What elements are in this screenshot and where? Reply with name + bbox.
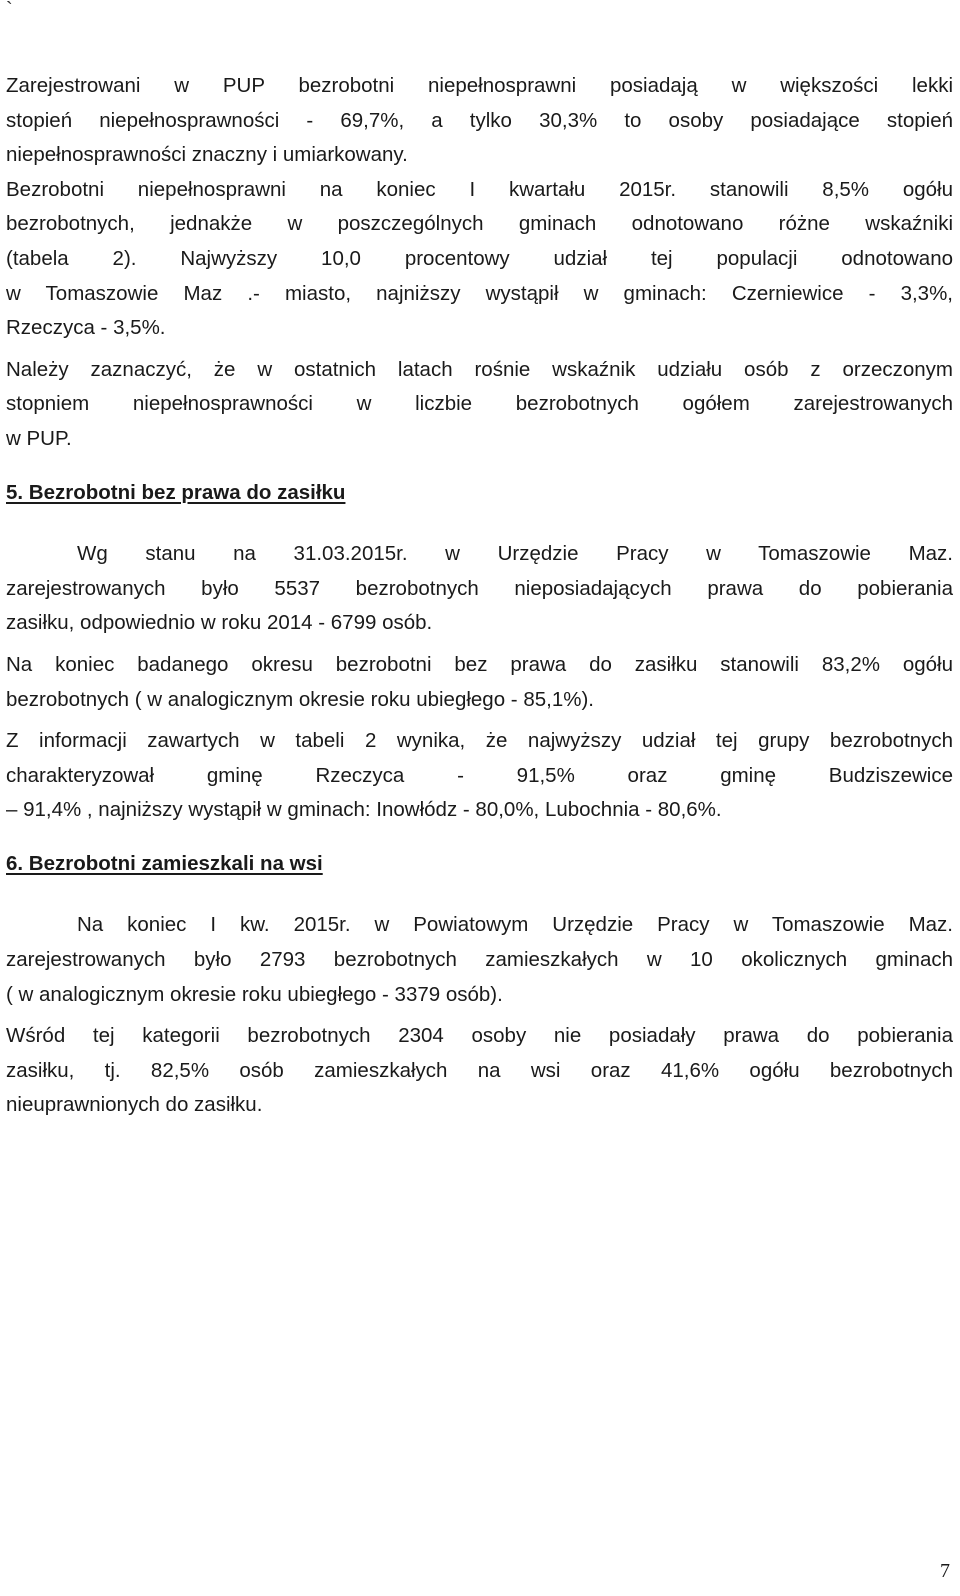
text-line: nieuprawnionych do zasiłku. (6, 1093, 263, 1117)
paragraph-no-benefit-share (6, 648, 953, 717)
text-line: w Tomaszowie Maz .- miasto, najniższy wystąpił w gminach: Czerniewice - 3,3%, (6, 281, 953, 305)
paragraph-no-benefit-count (6, 537, 953, 641)
paragraph-rural-count (6, 908, 953, 1012)
text-line: Rzeczyca - 3,5%. (6, 316, 166, 340)
document-body (6, 69, 953, 1123)
text-line: charakteryzował gminę Rzeczyca - 91,5% oraz gminę Budziszewice (6, 763, 953, 787)
text-line: Na koniec badanego okresu bezrobotni bez prawa do zasiłku stanowili 83,2% ogółu (6, 652, 953, 676)
text-line: stopień niepełnosprawności - 69,7%, a tylko 30,3% to osoby posiadające stopień (6, 108, 953, 132)
text-line: niepełnosprawności znaczny i umiarkowany. (6, 143, 408, 167)
text-line: w PUP. (6, 426, 72, 450)
paragraph-disability-trend (6, 353, 953, 457)
paragraph-disabled-share (6, 173, 953, 346)
text-line: zarejestrowanych było 5537 bezrobotnych nieposiadających prawa do pobierania (6, 576, 953, 600)
page-number: 7 (940, 1560, 950, 1582)
text-line: zasiłku, tj. 82,5% osób zamieszkałych na wsi oraz 41,6% ogółu bezrobotnych (6, 1058, 953, 1082)
text-line: Bezrobotni niepełnosprawni na koniec I kwartału 2015r. stanowili 8,5% ogółu (6, 177, 953, 201)
text-line: ( w analogicznym okresie roku ubiegłego - 3379 osób). (6, 982, 503, 1006)
paragraph-no-benefit-gminas (6, 724, 953, 828)
text-line: stopniem niepełnosprawności w liczbie bezrobotnych ogółem zarejestrowanych (6, 392, 953, 416)
text-line: (tabela 2). Najwyższy 10,0 procentowy udział tej populacji odnotowano (6, 246, 953, 270)
section-heading-6: 6. Bezrobotni zamieszkali na wsi (6, 851, 323, 875)
stray-mark: ` (6, 0, 13, 21)
text-line: bezrobotnych, jednakże w poszczególnych gminach odnotowano różne wskaźniki (6, 212, 953, 236)
paragraph-disability-degree (6, 69, 953, 173)
text-line: Wśród tej kategorii bezrobotnych 2304 osoby nie posiadały prawa do pobierania (6, 1024, 953, 1048)
text-line: Z informacji zawartych w tabeli 2 wynika, że najwyższy udział tej grupy bezrobotnych (6, 729, 953, 753)
text-line: Na koniec I kw. 2015r. w Powiatowym Urzędzie Pracy w Tomaszowie Maz. (77, 913, 953, 937)
section-heading-5: 5. Bezrobotni bez prawa do zasiłku (6, 480, 346, 504)
text-line: zasiłku, odpowiednio w roku 2014 - 6799 osób. (6, 611, 433, 635)
text-line: – 91,4% , najniższy wystąpił w gminach: Inowłódz - 80,0%, Lubochnia - 80,6%. (6, 798, 722, 822)
text-line: zarejestrowanych było 2793 bezrobotnych zamieszkałych w 10 okolicznych gminach (6, 948, 953, 972)
text-line: bezrobotnych ( w analogicznym okresie roku ubiegłego - 85,1%). (6, 687, 594, 711)
paragraph-rural-no-benefit (6, 1019, 953, 1123)
text-line: Zarejestrowani w PUP bezrobotni niepełnosprawni posiadają w większości lekki (6, 74, 953, 97)
text-line: Należy zaznaczyć, że w ostatnich latach rośnie wskaźnik udziału osób z orzeczonym (6, 357, 953, 381)
text-line: Wg stanu na 31.03.2015r. w Urzędzie Pracy w Tomaszowie Maz. (77, 542, 953, 566)
